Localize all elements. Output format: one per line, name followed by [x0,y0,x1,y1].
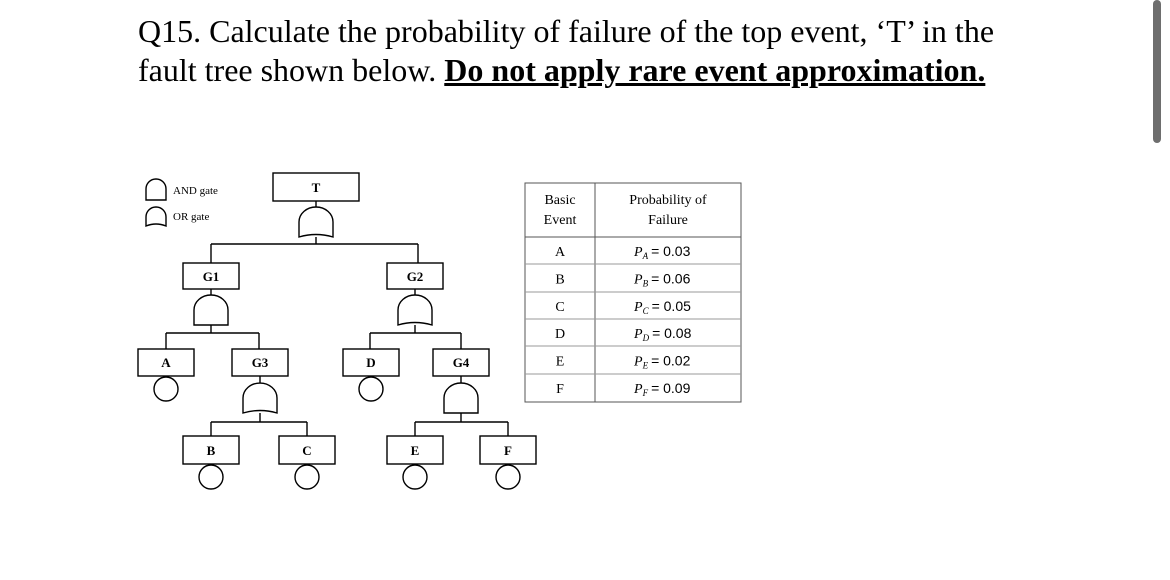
table-row-event-d: D [554,327,566,343]
table-header-prob-line2: Failure [648,213,688,228]
basic-event-d-icon [359,377,383,401]
table-row-event-f: F [556,382,564,397]
event-label-c: C [302,443,312,458]
basic-event-a-icon [154,377,178,401]
table-header-basic-line2: Event [543,213,577,228]
table-row-event-a: A [554,245,566,260]
table-row-probability-d: $P_D = 0.08$ [634,325,692,344]
event-label-t: T [311,180,321,195]
legend [146,179,218,226]
table-row-probability-a: $P_A = 0.03$ [634,243,691,261]
legend-and-label: AND gate [173,185,218,197]
event-label-a: A [161,355,171,370]
or-gate-g2-icon [398,295,432,325]
and-gate-icon [146,179,166,200]
gate-label-g1: G1 [202,269,220,284]
basic-event-c-icon [295,465,319,489]
probability-table [525,183,741,402]
table-row-probability-f: $P_F = 0.09$ [634,380,691,398]
basic-event-b-icon [199,465,223,489]
table-row-event-b: B [555,272,565,288]
and-gate-g1-icon [194,295,228,325]
table-row-probability-b: $P_B = 0.06$ [634,270,691,289]
and-gate-g4-icon [444,383,478,413]
question-emphasis: Do not apply rare event approximation. [444,52,986,88]
or-gate-g3-icon [243,383,277,413]
gate-label-g2: G2 [406,269,424,284]
table-row-event-c: C [555,299,565,315]
table-header-basic-line1: Basic [544,193,576,208]
event-label-b: B [206,443,216,458]
gate-label-g3: G3 [251,355,269,370]
event-label-e: E [410,443,420,458]
gate-label-g4: G4 [452,355,470,370]
event-label-f: F [504,443,512,458]
basic-event-e-icon [403,465,427,489]
table-row-event-e: E [555,354,565,370]
question-body: Calculate the probability of failure of the top event, ‘T’ in the fault tree shown below. [138,13,995,88]
table-row-probability-c: $P_C = 0.05$ [634,297,691,316]
basic-event-f-icon [496,465,520,489]
or-gate-t-icon [299,207,333,237]
table-row-probability-e: $P_E = 0.02$ [634,352,691,371]
table-header-prob-line1: Probability of [629,193,707,208]
event-label-d: D [366,355,376,370]
or-gate-icon [146,207,166,226]
legend-or-label: OR gate [173,211,210,223]
question-number: Q15. [138,13,202,49]
